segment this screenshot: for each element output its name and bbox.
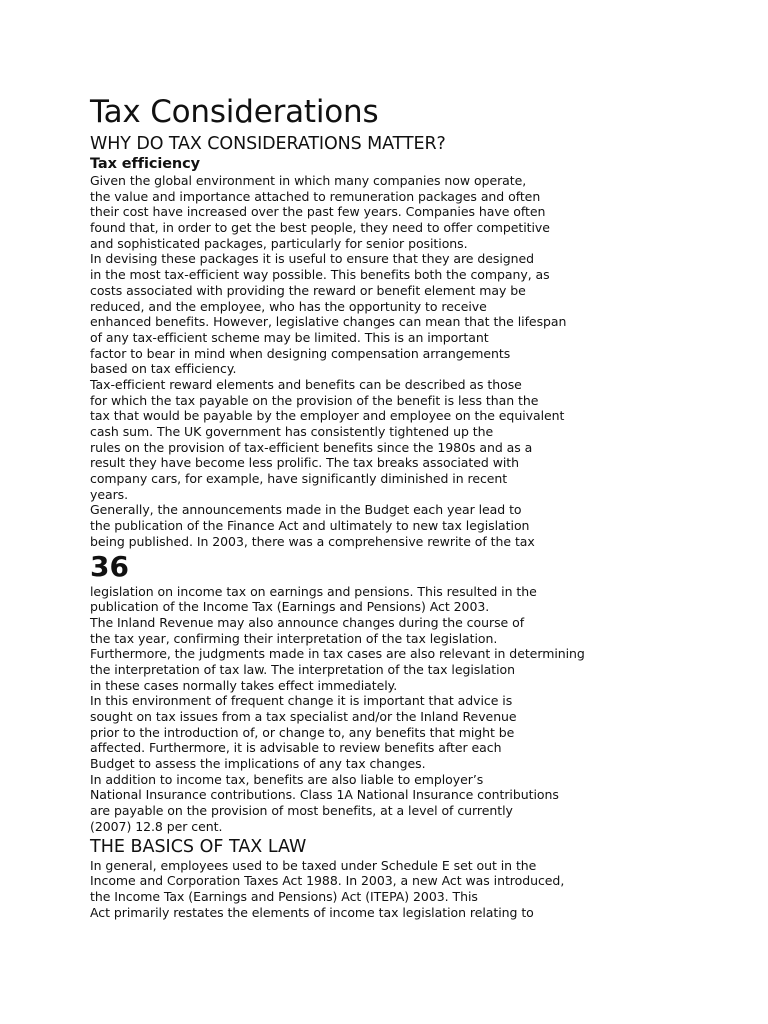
- text-line: being published. In 2003, there was a comprehensive rewrite of the tax: [90, 533, 535, 549]
- text-line: their cost have increased over the past few years. Companies have often: [90, 204, 546, 220]
- text-line: National Insurance contributions. Class 1A National Insurance contributions: [90, 787, 559, 803]
- text-line: of any tax-efficient scheme may be limited. This is an important: [90, 329, 489, 345]
- text-line: Budget to assess the implications of any tax changes.: [90, 756, 426, 772]
- text-line: Act primarily restates the elements of income tax legislation relating to: [90, 904, 534, 920]
- section-heading-why-tax-matters: WHY DO TAX CONSIDERATIONS MATTER?: [90, 134, 446, 154]
- text-line: affected. Furthermore, it is advisable to review benefits after each: [90, 740, 502, 756]
- paragraph-block-tax-efficiency: [90, 173, 750, 550]
- text-line: based on tax efficiency.: [90, 361, 237, 377]
- section-heading-basics-tax-law: THE BASICS OF TAX LAW: [90, 836, 307, 857]
- text-line: the interpretation of tax law. The interpretation of the tax legislation: [90, 661, 516, 677]
- text-line: the tax year, confirming their interpretation of the tax legislation.: [90, 630, 498, 646]
- text-line: factor to bear in mind when designing compensation arrangements: [90, 345, 511, 361]
- paragraph-block-continued: [90, 584, 750, 835]
- text-line: In addition to income tax, benefits are also liable to employer’s: [90, 771, 484, 787]
- text-line: the Income Tax (Earnings and Pensions) Act (ITEPA) 2003. This: [90, 888, 478, 904]
- text-line: Income and Corporation Taxes Act 1988. In 2003, a new Act was introduced,: [90, 873, 565, 889]
- text-line: prior to the introduction of, or change to, any benefits that might be: [90, 724, 515, 740]
- text-line: in these cases normally takes effect immediately.: [90, 677, 398, 693]
- text-line: cash sum. The UK government has consistently tightened up the: [90, 424, 494, 439]
- text-line: Given the global environment in which many companies now operate,: [90, 173, 527, 188]
- text-line: Furthermore, the judgments made in tax cases are also relevant in determining: [90, 646, 585, 662]
- text-line: and sophisticated packages, particularly for senior positions.: [90, 235, 468, 251]
- text-line: Tax-efficient reward elements and benefits can be described as those: [90, 376, 522, 392]
- document-page: [90, 92, 750, 920]
- text-line: sought on tax issues from a tax specialist and/or the Inland Revenue: [90, 709, 517, 724]
- subheading-tax-efficiency: Tax efficiency: [90, 156, 200, 172]
- text-line: legislation on income tax on earnings and pensions. This resulted in the: [90, 583, 537, 599]
- paragraph-block-basics: [90, 858, 750, 921]
- text-line: company cars, for example, have significantly diminished in recent: [90, 471, 508, 487]
- text-line: costs associated with providing the reward or benefit element may be: [90, 282, 526, 298]
- text-line: in the most tax-efficient way possible. This benefits both the company, as: [90, 267, 550, 283]
- document-title: Tax Considerations: [90, 94, 379, 130]
- text-line: reduced, and the employee, who has the opportunity to receive: [90, 298, 487, 314]
- text-line: In devising these packages it is useful to ensure that they are designed: [90, 251, 535, 267]
- text-line: Generally, the announcements made in the Budget each year lead to: [90, 502, 522, 518]
- text-line: the publication of the Finance Act and ultimately to new tax legislation: [90, 518, 530, 534]
- text-line: enhanced benefits. However, legislative changes can mean that the lifespan: [90, 314, 567, 330]
- text-line: result they have become less prolific. The tax breaks associated with: [90, 455, 520, 471]
- text-line: for which the tax payable on the provision of the benefit is less than the: [90, 392, 539, 408]
- text-line: years.: [90, 486, 129, 502]
- text-line: In general, employees used to be taxed under Schedule E set out in the: [90, 857, 537, 873]
- text-line: rules on the provision of tax-efficient benefits since the 1980s and as a: [90, 439, 533, 455]
- text-line: are payable on the provision of most benefits, at a level of currently: [90, 803, 513, 819]
- text-line: the value and importance attached to remuneration packages and often: [90, 188, 541, 204]
- text-line: tax that would be payable by the employer and employee on the equivalent: [90, 408, 565, 424]
- text-line: The Inland Revenue may also announce changes during the course of: [90, 614, 525, 630]
- text-line: found that, in order to get the best people, they need to offer competitive: [90, 220, 550, 236]
- text-line: (2007) 12.8 per cent.: [90, 818, 223, 834]
- page-number: 36: [90, 549, 129, 583]
- text-line: publication of the Income Tax (Earnings and Pensions) Act 2003.: [90, 599, 490, 615]
- text-line: In this environment of frequent change it is important that advice is: [90, 693, 513, 709]
